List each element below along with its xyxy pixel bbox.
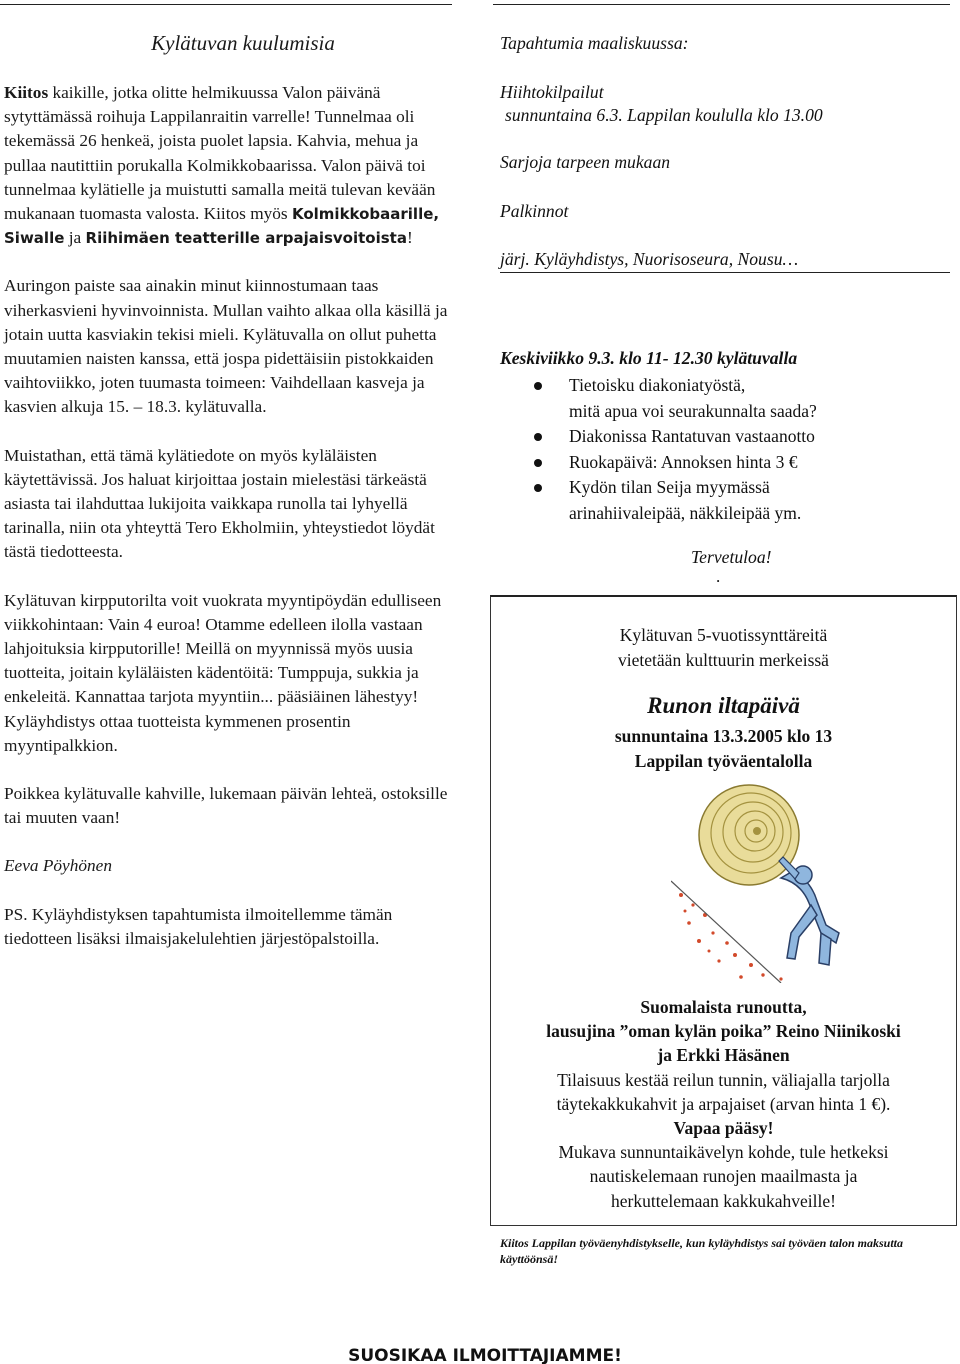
list-item: Kydön tilan Seija myymässä arinahiivaleipää, näkkileipää ym. [500,475,817,526]
box-title: Runon iltapäivä [647,693,800,718]
pushing-figure [779,857,839,965]
wednesday-bullet-list [500,373,817,527]
bullet-dot-icon [534,433,542,441]
bullet-dot-icon [534,382,542,390]
kiitos-bold: Kiitos [4,83,49,102]
paragraph-plants: Auringon paiste saa ainakin minut kiinnostumaan taas viherkasvieni hyvinvoinnista. Mullan vaihto alkaa olla käsillä ja jotain uutta kasviakin tekisi mieli. Kylätuvalla on ollut puhetta muutamien naisten kanssa, että jospa pidettäisiin pistokkaiden vaihtoviikko, joten tuumasta toimeen: Vaihdellaan kasveja ja kasvien alkuja 15. – 18.3. kylätuvalla. [4,276,448,417]
list-item: Ruokapäivä: Annoksen hinta 3 € [500,450,817,476]
event-ski-competition: Hiihtokilpailut sunnuntaina 6.3. Lappilan koululla klo 13.00 [500,82,823,125]
slope-line [671,881,781,983]
scroll-spiral [699,785,799,885]
welcome-text: Tervetuloa! [691,547,772,567]
box-intro: Kylätuvan 5-vuotissynttäreitä vietetään kulttuurin merkeissä [618,625,829,670]
event-prizes: Palkinnot [500,201,569,221]
paragraph-contribute: Muistathan, että tämä kylätiedote on myös kyläläisten käytettävissä. Jos haluat kirjoittaa jostain mielestäsi tärkeästä asiasta tai ilahduttaa lukijoita vaikkapa runolla tai lyhyellä tarinalla, niin ota yhteyttä Tero Ekholmiin, yhteystiedot löydät tästä tiedotteesta. [4,445,435,562]
box-date-place: sunnuntaina 13.3.2005 klo 13 Lappilan työväentalolla [614,726,833,771]
paragraph-visit: Poikkea kylätuvalle kahville, lukemaan päivän lehteä, ostoksille tai muuten vaan! [4,784,448,828]
bullet-dot-icon [534,484,542,492]
sponsor-theatre: Riihimäen teatterille arpajaisvoitoista [85,229,407,248]
author-signature: Eeva Pöyhönen [4,856,112,876]
list-item: Diakonissa Rantatuvan vastaanotto [500,424,817,450]
sponsor-names: Kolmikkobaarille, Siwalle [4,205,440,248]
paragraph-flea-market: Kylätuvan kirpputorilta voit vuokrata myyntipöydän edulliseen viikkohintaan: Vain 4 euroa! Otamme edelleen ilolla vastaan lahjoituksia kirpputorille! Meillä on myynnissä myös uusia tuotteita, joitain kyläläisten kädentöitä: Tumppuja, sukkia ja enkeleitä. Kannattaa tarjota myyntiin... pääsiäinen lähestyy! Kyläyhdistys ottaa tuotteista kymmenen prosentin myyntipalkkion. [4,590,442,755]
event-organizers: järj. Kyläyhdistys, Nuorisoseura, Nousu… [500,249,950,273]
left-column [4,28,464,975]
paragraph-ps: PS. Kyläyhdistyksen tapahtumista ilmoitellemme tämän tiedotteen lisäksi ilmaisjakelulehtien järjestöpalstoilla. [4,904,393,948]
top-rule-left [0,4,452,5]
events-heading: Tapahtumia maaliskuussa: [500,33,689,53]
footnote-thanks: Kiitos Lappilan työväenyhdistykselle, kun kyläyhdistys sai työväen talon maksutta käyttöönsä! [500,1236,904,1266]
list-item: Tietoisku diakoniatyöstä, mitä apua voi seurakunnalta saada? [500,373,817,424]
separator-dot: . [716,567,721,586]
wednesday-event-heading: Keskiviikko 9.3. klo 11- 12.30 kylätuvalla [500,348,798,368]
advertisers-banner: SUOSIKAA ILMOITTAJIAMME! [348,1346,622,1364]
article-title: Kylätuvan kuulumisia [151,31,335,55]
sisyphus-scroll-icon [671,783,871,983]
event-series: Sarjoja tarpeen mukaan [500,152,671,172]
top-rule-right [493,4,950,5]
box-details: Suomalaista runoutta, lausujina ”oman kylän poika” Reino Niinikoski ja Erkki Häsänen Tilaisuus kestää reilun tunnin, väliajalla tarjolla täytekakkukahvit ja arpajaiset (arvan hinta 1 €). Vapaa pääsy! Mukava sunnuntaikävelyn kohde, tule hetkeksi nautiskelemaan runojen maailmasta ja herkuttelemaan kakkukahveille! [546,997,901,1211]
poetry-afternoon-box [490,595,957,1226]
bullet-dot-icon [534,459,542,467]
paragraph-valon-paiva: Kiitos kaikille, jotka olitte helmikuussa Valon päivänä sytyttämässä roihuja Lappilanraitin varrelle! Tunnelmaa oli tekemässä 26 henkeä, joista puolet lapsia. Kahvia, mehua ja pullaa nautittiin porukalla Kolmikkobaarissa. Valon päivä toi tunnelmaa kylätielle ja muistutti samalla meitä tulevan kevään mukanaan tuomasta valosta. Kiitos myös Kolmikkobaarille, Siwalle ja Riihimäen teatterille arpajaisvoitoista! [4,83,440,248]
